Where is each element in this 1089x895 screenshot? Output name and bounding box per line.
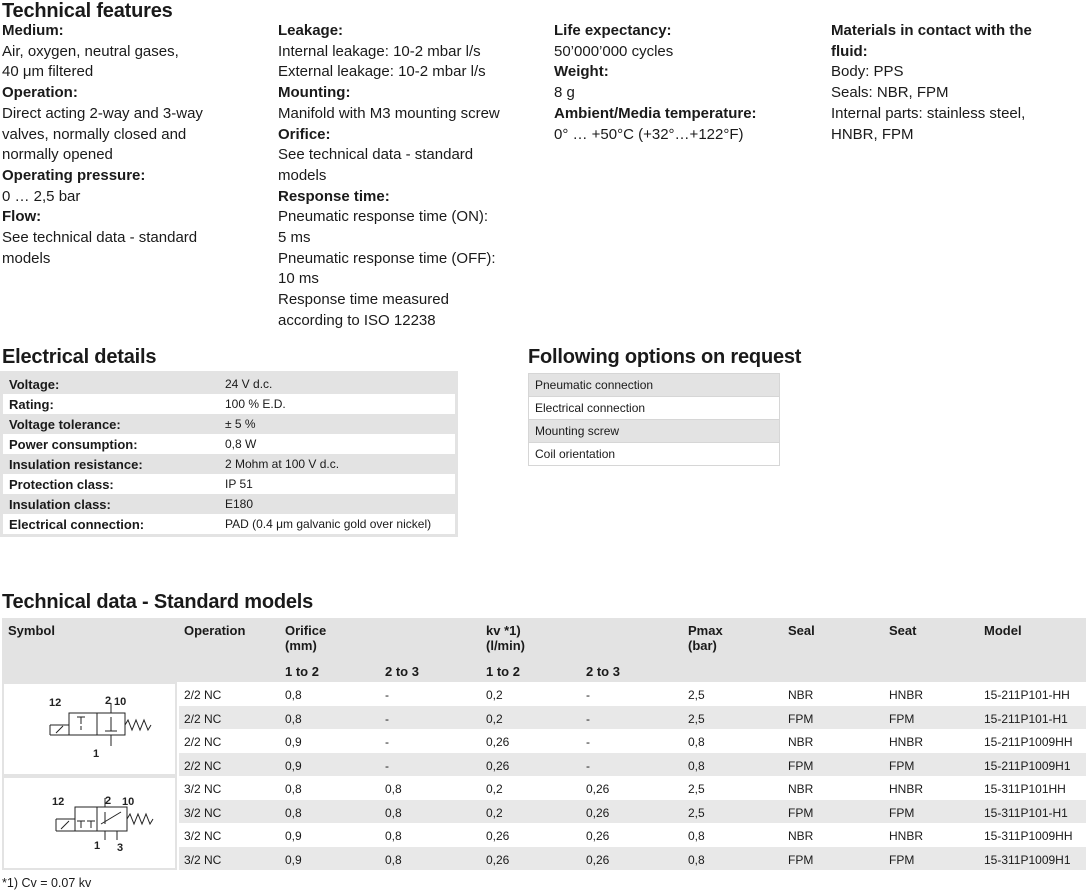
- feature-value: See technical data - standard: [278, 146, 474, 164]
- option-item: Electrical connection: [529, 397, 780, 420]
- feature-value: Air, oxygen, neutral gases,: [2, 42, 179, 60]
- detail-value: E180: [219, 494, 455, 514]
- seat-cell: HNBR: [889, 829, 924, 843]
- feature-value: Internal leakage: 10-2 mbar l/s: [278, 42, 481, 60]
- header-kv: [486, 623, 525, 653]
- kv-1to2-cell: 0,2: [486, 805, 503, 820]
- model-cell: 15-211P1009H1: [984, 758, 1071, 773]
- feature-label: Flow:: [2, 208, 42, 226]
- technical-features-title: Technical features: [2, 0, 173, 22]
- table-row: [179, 729, 1086, 753]
- detail-value: PAD (0.4 μm galvanic gold over nickel): [219, 514, 455, 534]
- header-pmax-label: Pmax: [688, 623, 723, 638]
- feature-value: Seals: NBR, FPM: [831, 84, 949, 102]
- feature-value: External leakage: 10-2 mbar l/s: [278, 63, 486, 81]
- seal-cell: NBR: [788, 782, 814, 796]
- operation-cell: 3/2 NC: [184, 852, 222, 867]
- feature-label: Operation:: [2, 84, 78, 102]
- kv-2to3-cell: -: [586, 688, 590, 702]
- kv-2to3-cell: 0,26: [586, 782, 610, 796]
- model-cell: 15-311P101-H1: [984, 805, 1068, 820]
- features-column-4: [831, 21, 1032, 145]
- kv-1to2-cell: 0,2: [486, 711, 503, 726]
- header-pmax-unit: (bar): [688, 638, 717, 653]
- orifice-1to2-cell: 0,8: [285, 782, 302, 796]
- feature-value: 8 g: [554, 84, 575, 102]
- operation-cell: 3/2 NC: [184, 805, 222, 820]
- detail-key: Protection class:: [3, 474, 219, 494]
- table-row: [3, 374, 455, 394]
- feature-label: Ambient/Media temperature:: [554, 104, 757, 122]
- orifice-1to2-cell: 0,9: [285, 829, 302, 843]
- seal-cell: NBR: [788, 735, 814, 749]
- detail-value: IP 51: [219, 474, 455, 494]
- table-row: [179, 847, 1086, 871]
- seat-cell: HNBR: [889, 688, 924, 702]
- port-10-label: 10: [122, 796, 135, 808]
- feature-label: Orifice:: [278, 125, 331, 143]
- header-kv-label: kv *1): [486, 623, 521, 638]
- orifice-1to2-cell: 0,8: [285, 711, 302, 726]
- model-cell: 15-311P101HH: [984, 782, 1066, 796]
- operation-cell: 2/2 NC: [184, 711, 222, 726]
- port-2-label: 2: [105, 695, 112, 707]
- detail-key: Voltage:: [3, 374, 219, 394]
- option-item: Coil orientation: [529, 443, 780, 466]
- feature-value: models: [278, 166, 327, 184]
- features-column-1: [2, 21, 203, 269]
- feature-value: normally opened: [2, 146, 113, 164]
- table-row: [3, 414, 455, 434]
- feature-value: Direct acting 2-way and 3-way: [2, 104, 203, 122]
- operation-cell: 3/2 NC: [184, 829, 222, 843]
- kv-2to3-cell: -: [586, 735, 590, 749]
- feature-value: Pneumatic response time (ON):: [278, 208, 489, 226]
- valve-2way-symbol-icon: [4, 684, 175, 774]
- detail-key: Electrical connection:: [3, 514, 219, 534]
- header-orifice-unit: (mm): [285, 638, 317, 653]
- detail-value: ± 5 %: [219, 414, 455, 434]
- option-item: Mounting screw: [529, 420, 780, 443]
- feature-value: Internal parts: stainless steel,: [831, 104, 1026, 122]
- header-kv-2to3: 2 to 3: [586, 664, 620, 679]
- table-row: [179, 823, 1086, 847]
- table-row: [3, 394, 455, 414]
- model-cell: 15-211P1009HH: [984, 735, 1073, 749]
- header-model: Model: [984, 623, 1022, 638]
- detail-value: 100 % E.D.: [219, 394, 455, 414]
- orifice-1to2-cell: 0,9: [285, 758, 302, 773]
- feature-label: Materials in contact with the: [831, 22, 1032, 39]
- table-row: [3, 454, 455, 474]
- feature-value: Body: PPS: [831, 63, 904, 81]
- orifice-2to3-cell: -: [385, 688, 389, 702]
- orifice-2to3-cell: -: [385, 758, 389, 773]
- kv-1to2-cell: 0,26: [486, 829, 510, 843]
- detail-key: Insulation class:: [3, 494, 219, 514]
- table-row: [179, 753, 1086, 777]
- port-3-label: 3: [117, 842, 124, 854]
- pmax-cell: 0,8: [688, 735, 705, 749]
- standard-models-title: Technical data - Standard models: [2, 591, 314, 613]
- detail-key: Rating:: [3, 394, 219, 414]
- detail-value: 2 Mohm at 100 V d.c.: [219, 454, 455, 474]
- feature-label: Mounting:: [278, 84, 351, 102]
- valve-3way-symbol-icon: [4, 778, 175, 868]
- table-row: [529, 397, 780, 420]
- table-row: [179, 706, 1086, 730]
- kv-2to3-cell: 0,26: [586, 829, 610, 843]
- orifice-1to2-cell: 0,8: [285, 805, 302, 820]
- symbol-3way-cell: [2, 776, 177, 870]
- kv-1to2-cell: 0,2: [486, 782, 503, 796]
- model-cell: 15-311P1009HH: [984, 829, 1073, 843]
- header-symbol: Symbol: [8, 623, 55, 638]
- model-cell: 15-311P1009H1: [984, 852, 1071, 867]
- operation-cell: 3/2 NC: [184, 782, 222, 796]
- operation-cell: 2/2 NC: [184, 758, 222, 773]
- feature-value: See technical data - standard: [2, 229, 198, 247]
- seat-cell: HNBR: [889, 735, 924, 749]
- pmax-cell: 2,5: [688, 782, 705, 796]
- feature-value: according to ISO 12238: [278, 311, 436, 329]
- header-orifice: [285, 623, 326, 653]
- feature-label: Medium:: [2, 22, 64, 39]
- features-column-2: [278, 21, 500, 332]
- kv-1to2-cell: 0,26: [486, 852, 510, 867]
- header-orifice-label: Orifice: [285, 623, 327, 638]
- options-table: [528, 373, 780, 466]
- operation-cell: 2/2 NC: [184, 735, 222, 749]
- detail-key: Voltage tolerance:: [3, 414, 219, 434]
- pmax-cell: 2,5: [688, 711, 705, 726]
- operation-cell: 2/2 NC: [184, 688, 222, 702]
- port-12-label: 12: [52, 796, 65, 808]
- table-header: [2, 618, 1086, 682]
- header-seal: Seal: [788, 623, 815, 638]
- seal-cell: NBR: [788, 829, 814, 843]
- electrical-details-title: Electrical details: [2, 346, 157, 368]
- orifice-2to3-cell: 0,8: [385, 829, 402, 843]
- feature-value: HNBR, FPM: [831, 125, 914, 143]
- orifice-2to3-cell: 0,8: [385, 782, 402, 796]
- seal-cell: FPM: [788, 711, 814, 726]
- port-12-label: 12: [49, 697, 62, 709]
- feature-label: Leakage:: [278, 22, 344, 39]
- header-orifice-2to3: 2 to 3: [385, 664, 419, 679]
- feature-label: Weight:: [554, 63, 609, 81]
- header-kv-unit: (l/min): [486, 638, 525, 653]
- pmax-cell: 2,5: [688, 805, 705, 820]
- seal-cell: NBR: [788, 688, 814, 702]
- table-row: [3, 514, 455, 534]
- orifice-2to3-cell: 0,8: [385, 805, 402, 820]
- table-row: [529, 374, 780, 397]
- option-item: Pneumatic connection: [529, 374, 780, 397]
- symbol-2way-cell: [2, 682, 177, 776]
- pmax-cell: 0,8: [688, 829, 705, 843]
- feature-value: models: [2, 249, 51, 267]
- table-row: [179, 682, 1086, 706]
- table-row: [3, 434, 455, 454]
- kv-2to3-cell: -: [586, 758, 590, 773]
- seat-cell: FPM: [889, 758, 915, 773]
- pmax-cell: 2,5: [688, 688, 705, 702]
- footnote: *1) Cv = 0.07 kv: [2, 876, 92, 890]
- feature-value: valves, normally closed and: [2, 125, 187, 143]
- header-seat: Seat: [889, 623, 917, 638]
- feature-value: 0° … +50°C (+32°…+122°F): [554, 125, 744, 143]
- header-kv-1to2: 1 to 2: [486, 664, 520, 679]
- feature-value: 40 μm filtered: [2, 63, 94, 81]
- table-row: [3, 494, 455, 514]
- feature-value: 5 ms: [278, 229, 311, 247]
- seal-cell: FPM: [788, 758, 814, 773]
- orifice-2to3-cell: 0,8: [385, 852, 402, 867]
- header-orifice-1to2: 1 to 2: [285, 664, 319, 679]
- kv-1to2-cell: 0,26: [486, 735, 510, 749]
- kv-2to3-cell: 0,26: [586, 852, 610, 867]
- orifice-1to2-cell: 0,9: [285, 852, 302, 867]
- pmax-cell: 0,8: [688, 758, 705, 773]
- model-cell: 15-211P101-H1: [984, 711, 1068, 726]
- feature-value: 50’000’000 cycles: [554, 42, 674, 60]
- detail-key: Power consumption:: [3, 434, 219, 454]
- seat-cell: FPM: [889, 805, 915, 820]
- feature-label: Response time:: [278, 187, 390, 205]
- feature-value: Manifold with M3 mounting screw: [278, 104, 500, 122]
- model-cell: 15-211P101-HH: [984, 688, 1070, 702]
- header-operation: Operation: [184, 623, 246, 638]
- detail-value: 24 V d.c.: [219, 374, 455, 394]
- features-column-3: [554, 21, 757, 145]
- table-row: [529, 420, 780, 443]
- feature-value: Pneumatic response time (OFF):: [278, 249, 496, 267]
- detail-key: Insulation resistance:: [3, 454, 219, 474]
- feature-label: Operating pressure:: [2, 166, 146, 184]
- kv-1to2-cell: 0,2: [486, 688, 503, 702]
- orifice-1to2-cell: 0,9: [285, 735, 302, 749]
- seat-cell: FPM: [889, 711, 915, 726]
- seal-cell: FPM: [788, 852, 814, 867]
- seal-cell: FPM: [788, 805, 814, 820]
- port-2-label: 2: [105, 795, 112, 807]
- pmax-cell: 0,8: [688, 852, 705, 867]
- orifice-2to3-cell: -: [385, 711, 389, 726]
- port-1-label: 1: [94, 840, 101, 852]
- kv-2to3-cell: 0,26: [586, 805, 610, 820]
- orifice-2to3-cell: -: [385, 735, 389, 749]
- detail-value: 0,8 W: [219, 434, 455, 454]
- port-1-label: 1: [93, 748, 100, 760]
- feature-value: 10 ms: [278, 270, 319, 288]
- feature-value: 0 … 2,5 bar: [2, 187, 81, 205]
- table-row: [3, 474, 455, 494]
- table-row: [529, 443, 780, 466]
- table-row: [179, 800, 1086, 824]
- kv-1to2-cell: 0,26: [486, 758, 510, 773]
- feature-value: Response time measured: [278, 291, 449, 309]
- options-title: Following options on request: [528, 346, 802, 368]
- port-10-label: 10: [114, 696, 127, 708]
- feature-label: fluid:: [831, 42, 868, 60]
- orifice-1to2-cell: 0,8: [285, 688, 302, 702]
- seat-cell: FPM: [889, 852, 915, 867]
- header-pmax: [688, 623, 723, 653]
- feature-label: Life expectancy:: [554, 22, 672, 39]
- kv-2to3-cell: -: [586, 711, 590, 726]
- table-row: [179, 776, 1086, 800]
- seat-cell: HNBR: [889, 782, 924, 796]
- electrical-details-table: [0, 371, 458, 537]
